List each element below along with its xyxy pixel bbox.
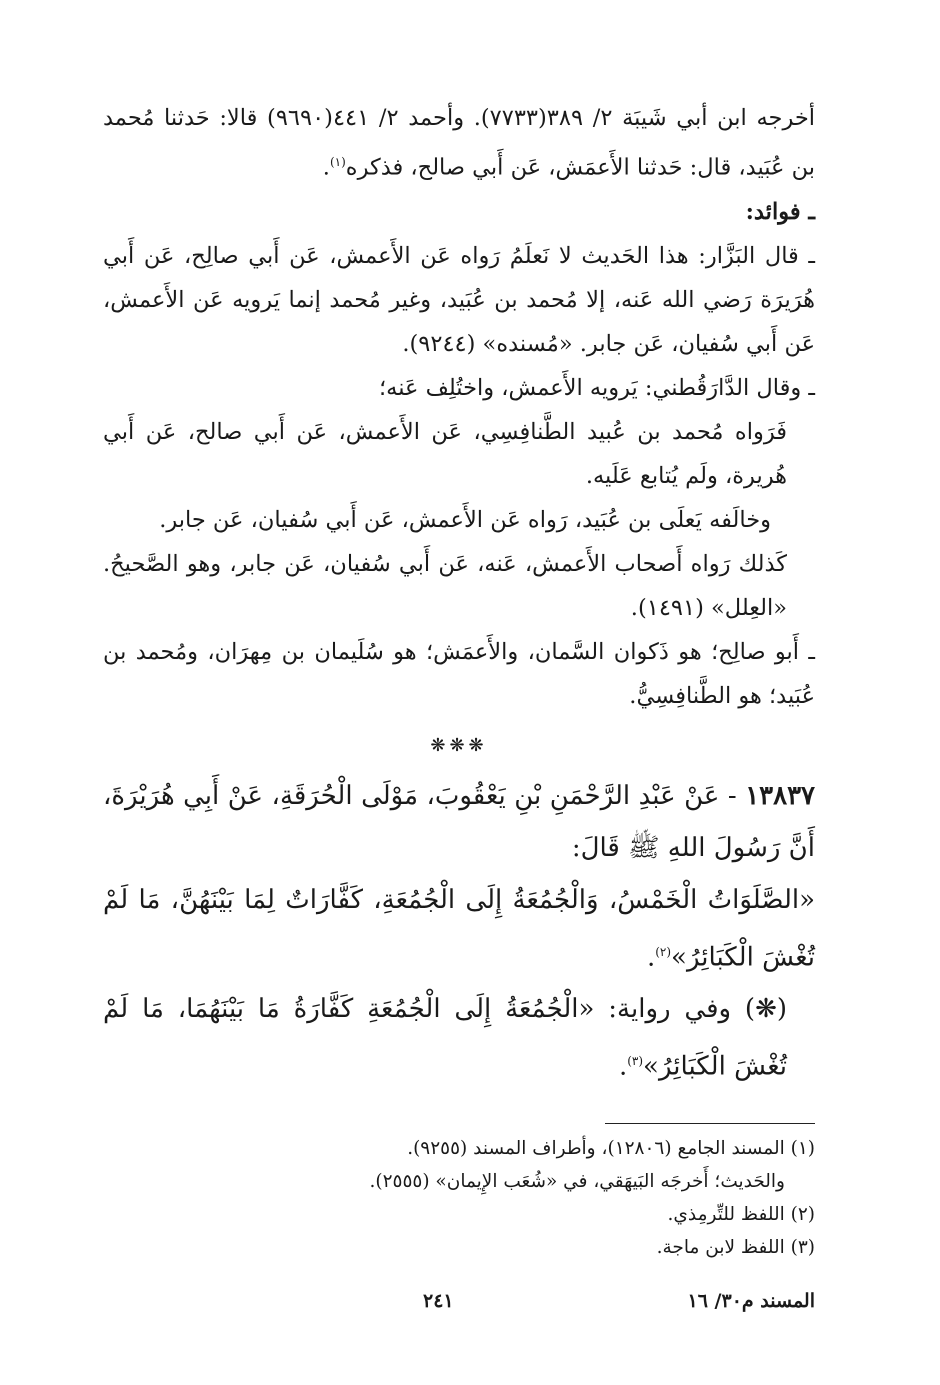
takhrij-text: أخرجه ابن أبي شَيبَة ٢/ ٣٨٩(٧٧٣٣). وأحمد ٢/ ٤٤١(٩٦٩٠) قالا: حَدثنا مُحمد بن عُبَيد، قال: حَدثنا الأَعمَش، عَن أَبي صالح، فذكره bbox=[103, 105, 816, 181]
paragraph-bazzar: ـ قال البَزَّار: هذا الحَديث لا نَعلَمُ رَواه عَن الأَعمش، عَن أَبي صالِح، عَن أَبي هُرَيرَة رَضي الله عَنه، إلا مُحمد بن عُبَيد، وغير مُحمد إنما يَرويه عَن الأَعمش، عَن أَبي سُفيان، عَن جابر. «مُسنده» (٩٢٤٤). bbox=[103, 242, 815, 357]
document-page bbox=[103, 96, 815, 1326]
main-text bbox=[103, 96, 815, 1093]
section-separator: ❋❋❋ bbox=[430, 734, 488, 756]
paragraph-daraqutni: ـ وقال الدَّارَقُطني: يَرويه الأَعمش، واختُلِف عَنه؛ bbox=[378, 374, 815, 401]
paragraph-takhrij bbox=[103, 96, 815, 190]
hadith-matn bbox=[103, 874, 815, 984]
hadith-variant bbox=[103, 983, 815, 1093]
hadith-matn-end: . bbox=[646, 942, 656, 973]
footnote-3: (٣) اللفظ لابن ماجة. bbox=[656, 1236, 815, 1258]
footnote-1: (١) المسند الجامع (١٢٨٠٦)، وأطراف المسند (٩٢٥٥). bbox=[407, 1137, 815, 1159]
footnotes bbox=[103, 1132, 815, 1264]
hadith-number: ١٣٨٣٧ bbox=[745, 780, 816, 811]
paragraph-kadhalik: كَذلك رَواه أَصحاب الأَعمش، عَنه، عَن أَبي سُفيان، عَن جابر، وهو الصَّحيحُ. «العِلل» (١٤٩١). bbox=[103, 550, 787, 621]
takhrij-end: . bbox=[322, 154, 330, 181]
footnote-ref-1[interactable]: (١) bbox=[329, 155, 346, 169]
hadith-intro bbox=[103, 770, 815, 874]
footnote-ref-2[interactable]: (٢) bbox=[655, 944, 672, 959]
paragraph-narrators: ـ أَبو صالِح؛ هو ذَكوان السَّمان، والأَعمَش؛ هو سُلَيمان بن مِهرَان، ومُحمد بن عُبَيد؛ هو الطَّنافِسِيُّ. bbox=[103, 638, 815, 709]
fawaid-heading: ـ فوائد: bbox=[745, 198, 815, 225]
hadith-variant-text: (❋) وفي رواية: «الْجُمُعَةُ إِلَى الْجُمُعَةِ كَفَّارَةُ مَا بَيْنَهُمَا، مَا لَمْ تُغْشَ الْكَبَائِرُ» bbox=[103, 994, 787, 1082]
paragraph-rawah: فَرَواه مُحمد بن عُبيد الطَّنافِسِي، عَن الأَعمش، عَن أَبي صالح، عَن أَبي هُريرة، ولَم يُتابع عَلَيه. bbox=[103, 418, 787, 489]
hadith-variant-end: . bbox=[618, 1051, 628, 1082]
page-number: ٢٤١ bbox=[423, 1290, 454, 1312]
footnote-divider bbox=[605, 1123, 815, 1124]
hadith-isnad: - عَنْ عَبْدِ الرَّحْمَنِ بْنِ يَعْقُوبَ، مَوْلَى الْحُرَقَةِ، عَنْ أَبِي هُرَيْرَةَ، أَنَّ رَسُولَ اللهِ ﷺ قَالَ: bbox=[103, 780, 815, 863]
footnote-2: (٢) اللفظ للتِّرمِذي. bbox=[667, 1203, 815, 1225]
footnote-ref-3[interactable]: (٣) bbox=[627, 1054, 644, 1069]
volume-code: المسند م٣٠/ ١٦ bbox=[687, 1290, 815, 1312]
paragraph-khalafahu: وخالَفه يَعلَى بن عُبَيد، رَواه عَن الأَعمش، عَن أَبي سُفيان، عَن جابر. bbox=[159, 506, 771, 533]
footnote-1-continued: والحَديث؛ أَخرجَه البَيهَقي، في «شُعَب الإِيمان» (٢٥٥٥). bbox=[369, 1170, 785, 1192]
hadith-matn-text: «الصَّلَوَاتُ الْخَمْسُ، وَالْجُمُعَةُ إِلَى الْجُمُعَةِ، كَفَّارَاتٌ لِمَا بَيْنَهُنَّ، مَا لَمْ تُغْشَ الْكَبَائِرُ» bbox=[103, 884, 815, 973]
page-footer bbox=[103, 1290, 815, 1324]
